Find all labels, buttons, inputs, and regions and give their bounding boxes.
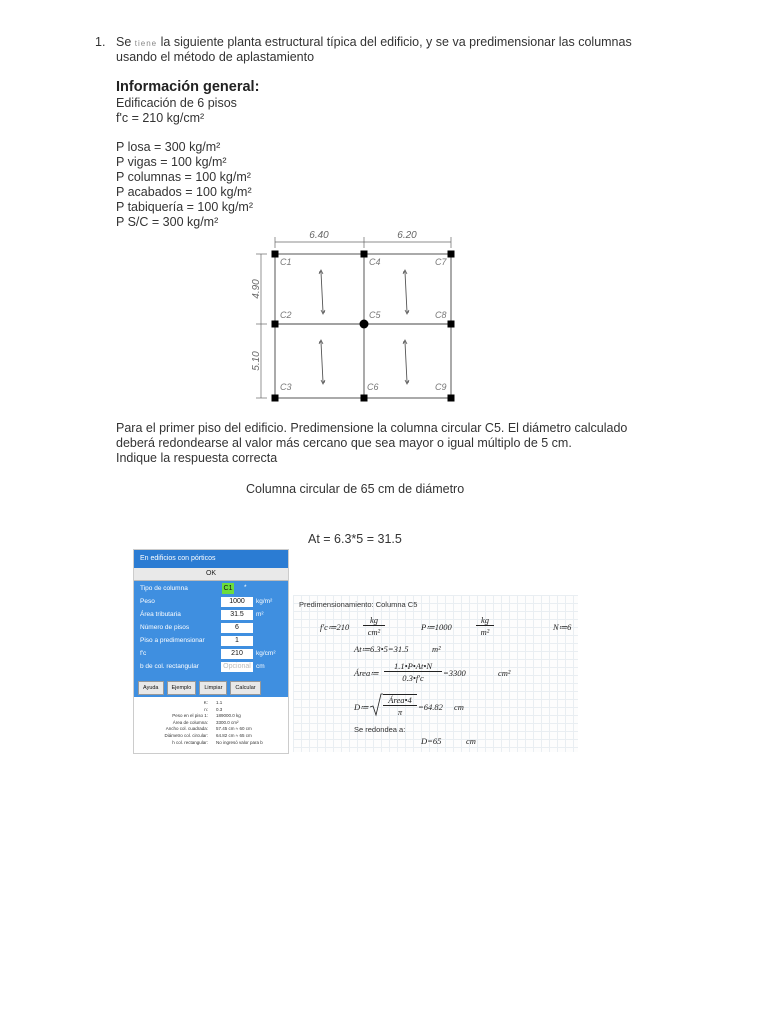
field-label: Tipo de columna [140, 585, 188, 592]
info-line: P acabados = 100 kg/m² [116, 185, 252, 199]
row-peso [137, 596, 285, 609]
question-se: Se [116, 35, 132, 49]
calc-d-num: Área•4 [383, 694, 417, 706]
calc-area-den: 0.3•f'c [402, 673, 424, 683]
info-line: P columnas = 100 kg/m² [116, 170, 251, 184]
info-line: P S/C = 300 kg/m² [116, 215, 219, 229]
label-c4: C4 [369, 257, 381, 267]
result-row: n: 0.3 [204, 706, 223, 712]
field-label: f'c [140, 650, 147, 657]
results-list [134, 697, 288, 746]
field-unit: kg/cm² [256, 650, 276, 657]
app-title: En edificios con pórticos [134, 550, 288, 568]
info-line: P tabiquería = 100 kg/m² [116, 200, 254, 214]
field-unit: * [244, 584, 247, 591]
fc-input[interactable]: 210 [221, 649, 253, 659]
question-number: 1. [95, 35, 106, 49]
question-line2: usando el método de aplastamiento [116, 50, 315, 64]
calc-area-unit: cm² [498, 668, 511, 678]
answer-text: Columna circular de 65 cm de diámetro [246, 482, 465, 496]
row-tipo-columna [137, 583, 285, 596]
column-c2 [272, 321, 279, 328]
info-block-1 [116, 96, 237, 126]
ok-button[interactable]: OK [134, 568, 288, 581]
row-area-tributaria [137, 609, 285, 622]
calc-at: At≔6.3•5=31.5 [354, 644, 409, 654]
question-tiene: tiene [134, 39, 158, 48]
area-input[interactable]: 31.5 [221, 610, 253, 620]
result-row: Diámetro col. circular: 64.82 cm ≈ 65 cm [164, 732, 252, 738]
result-row: Ancho col. cuadrada: 57.45 cm ≈ 60 cm [165, 726, 252, 732]
field-label: Piso a predimensionar [140, 637, 205, 644]
field-unit: m² [256, 611, 264, 618]
button-bar [134, 678, 288, 697]
prompt-line: Para el primer piso del edificio. Predimensione la columna circular C5. El diámetro calculado [116, 421, 628, 435]
question-text [116, 35, 656, 51]
column-c1 [272, 251, 279, 258]
column-c9 [448, 395, 455, 402]
field-unit: cm [256, 663, 265, 670]
result-row: K: 1.1 [203, 700, 223, 705]
calc-area-lhs: Área≔ [354, 668, 379, 678]
calc-d-result: =64.82 [418, 702, 443, 712]
column-c3 [272, 395, 279, 402]
result-row: Área de columna: 3300.0 cm² [172, 719, 239, 725]
calc-at-unit: m² [432, 644, 441, 654]
calculator-app [133, 549, 289, 754]
calc-title: Predimensionamiento: Columna C5 [299, 600, 418, 609]
ayuda-button[interactable]: Ayuda [138, 681, 164, 695]
ejemplo-button[interactable]: Ejemplo [167, 681, 197, 695]
field-label: Área tributaria [140, 611, 181, 618]
dim-top-1: 6.40 [309, 230, 329, 241]
prompt-line: Indique la respuesta correcta [116, 451, 278, 465]
prompt-block [116, 421, 627, 466]
calcular-button[interactable]: Calcular [230, 681, 260, 695]
calc-area-num: 1.1•P•At•N [384, 661, 442, 672]
calc-fc-unit-num: kg [363, 615, 385, 626]
calc-d-final-unit: cm [466, 736, 476, 746]
info-line: P vigas = 100 kg/m² [116, 155, 227, 169]
row-b-rectangular [137, 661, 285, 674]
b-input[interactable]: Opcional [221, 662, 253, 672]
result-row: h col. rectangular: No ingresó valor para b [172, 739, 263, 745]
peso-input[interactable]: 1000 [221, 597, 253, 607]
label-c5: C5 [369, 310, 381, 320]
row-numero-pisos [137, 622, 285, 635]
info-line: P losa = 300 kg/m² [116, 140, 221, 154]
piso-input[interactable]: 1 [221, 636, 253, 646]
calc-d-unit: cm [454, 702, 464, 712]
column-c5 [360, 320, 369, 329]
calc-area-result: =3300 [443, 668, 466, 678]
row-piso-predimensionar [137, 635, 285, 648]
info-line: Edificación de 6 pisos [116, 96, 237, 110]
field-label: Peso [140, 598, 155, 605]
structural-plan [245, 226, 465, 404]
column-c7 [448, 251, 455, 258]
prompt-line: deberá redondearse al valor más cercano que sea mayor o igual múltiplo de 5 cm. [116, 436, 572, 450]
calc-fc-unit-den: cm² [367, 627, 381, 637]
field-label: b de col. rectangular [140, 663, 199, 670]
calc-round-label: Se redondea a: [354, 725, 406, 734]
pisos-input[interactable]: 6 [221, 623, 253, 633]
dim-left-2: 5.10 [251, 351, 262, 371]
sqrt-icon [369, 693, 383, 717]
calc-p-unit-num: kg [476, 615, 494, 626]
calc-n: N≔6 [553, 622, 572, 632]
column-type-select[interactable]: C1 [223, 585, 233, 592]
dim-top-2: 6.20 [397, 230, 417, 241]
calc-fc: f'c≔210 [320, 622, 350, 632]
field-label: Número de pisos [140, 624, 190, 631]
row-fc [137, 648, 285, 661]
app-form [134, 581, 288, 678]
question-line1: la siguiente planta estructural típica del edificio, y se va predimensionar las columnas [160, 35, 632, 49]
calc-p-unit-den: m² [480, 627, 490, 637]
result-row: Peso en el piso 1: 189000.0 kg [172, 713, 241, 719]
calc-d-final: D=65 [421, 736, 442, 746]
dim-left-1: 4.90 [251, 279, 262, 299]
limpiar-button[interactable]: Limpiar [199, 681, 227, 695]
info-line: f'c = 210 kg/cm² [116, 111, 205, 125]
label-c3: C3 [280, 382, 292, 392]
label-c1: C1 [280, 257, 292, 267]
label-c6: C6 [367, 382, 379, 392]
info-heading: Información general: [116, 79, 260, 95]
info-block-2 [116, 140, 253, 230]
label-c8: C8 [435, 310, 447, 320]
at-note: At = 6.3*5 = 31.5 [308, 532, 402, 546]
calc-sheet [293, 595, 578, 752]
field-unit: kg/m² [256, 598, 273, 605]
column-c4 [361, 251, 368, 258]
calc-d-lhs: D≔ [354, 702, 369, 712]
calc-p: P≔1000 [421, 622, 452, 632]
column-c8 [448, 321, 455, 328]
column-c6 [361, 395, 368, 402]
label-c7: C7 [435, 257, 447, 267]
label-c9: C9 [435, 382, 447, 392]
label-c2: C2 [280, 310, 292, 320]
calc-d-den: π [397, 707, 403, 717]
